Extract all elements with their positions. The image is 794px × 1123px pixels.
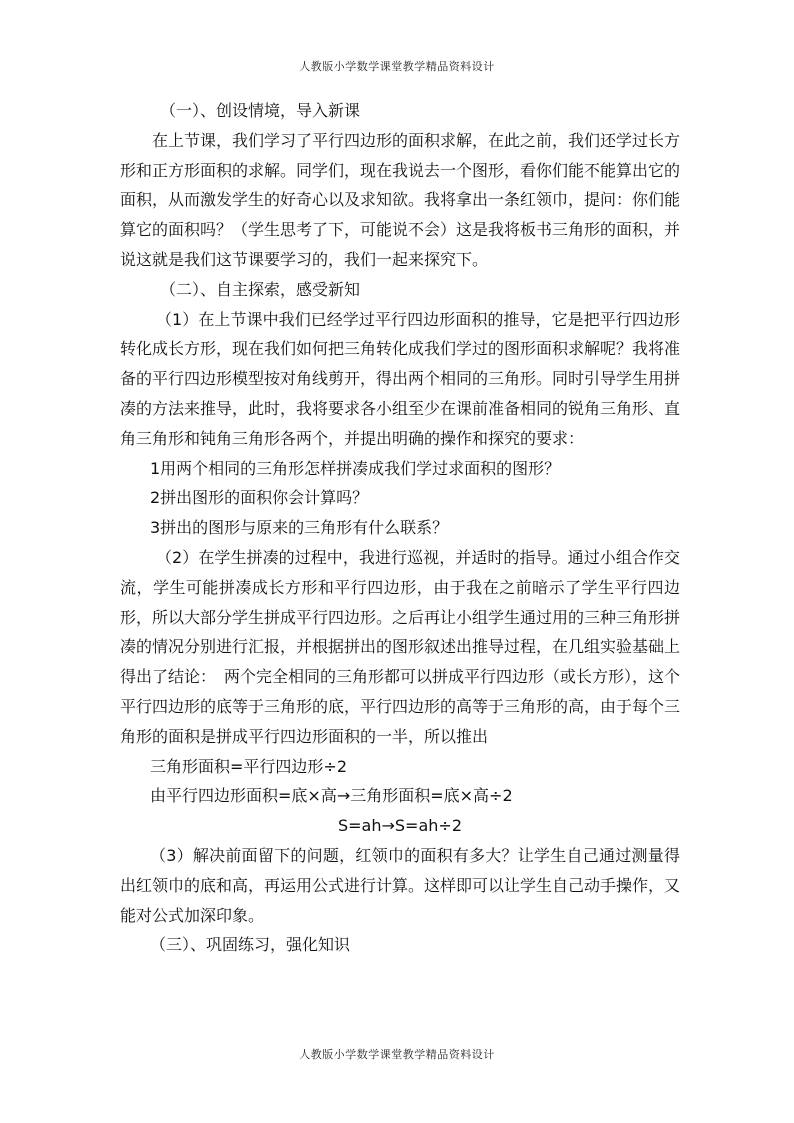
paragraph-intro: 在上节课，我们学习了平行四边形的面积求解，在此之前，我们还学过长方形和正方形面积的求解。同学们，现在我说去一个图形，看你们能不能算出它的面积，从而激发学生的好奇心以及求知欲。我将拿出一条红领巾，提问：你们能算它的面积吗？（学生思考了下，可能说不会）这是我将板书三角形的面积，并说这就是我们这节课要学习的，我们一起来探究下。 xyxy=(120,130,681,269)
formula-2: 由平行四边形面积=底×高→三角形面积=底×高÷2 xyxy=(150,786,513,806)
page-header: 人教版小学数学课堂教学精品资料设计 xyxy=(299,60,495,73)
document-body xyxy=(120,96,680,960)
paragraph-step-1: （1）在上节课中我们已经学过平行四边形面积的推导，它是把平行四边形转化成长方形，现在我们如何把三角转化成我们学过的图形面积求解呢？我将准备的平行四边形模型按对角线剪开，得出两个相同的三角形。同时引导学生用拼凑的方法来推导，此时，我将要求各小组至少在课前准备相同的锐角三角形、直角三角形和钝角三角形各两个，并提出明确的操作和探究的要求： xyxy=(120,309,681,448)
formula-1: 三角形面积=平行四边形÷2 xyxy=(150,756,347,776)
question-1: 1用两个相同的三角形怎样拼凑成我们学过求面积的图形？ xyxy=(150,458,561,478)
paragraph-step-3: （3）解决前面留下的问题，红领巾的面积有多大？让学生自己通过测量得出红领巾的底和高，再运用公式进行计算。这样即可以让学生自己动手操作，又能对公式加深印象。 xyxy=(120,845,681,925)
section-title-1: （一）、创设情境，导入新课 xyxy=(160,101,361,120)
formula-3: S=ah→S=ah÷2 xyxy=(337,816,462,836)
question-2: 2拼出图形的面积你会计算吗？ xyxy=(150,488,369,508)
section-title-3: （三）、巩固练习，强化知识 xyxy=(150,935,351,955)
section-title-2: （二）、自主探索，感受新知 xyxy=(160,279,361,299)
question-3: 3拼出的图形与原来的三角形有什么联系？ xyxy=(150,518,449,538)
paragraph-step-2: （2）在学生拼凑的过程中，我进行巡视，并适时的指导。通过小组合作交流，学生可能拼凑成长方形和平行四边形，由于我在之前暗示了学生平行四边形，所以大部分学生拼成平行四边形。之后再让小组学生通过用的三种三角形拼凑的情况分别进行汇报，并根据拼出的图形叙述出推导过程，在几组实验基础上得出了结论： 两个完全相同的三角形都可以拼成平行四边形（或长方形），这个平行四边形的底等于三角形的底，平行四边形的高等于三角形的高，由于每个三角形的面积是拼成平行四边形面积的一半，所以推出 xyxy=(120,547,681,746)
page-footer: 人教版小学数学课堂教学精品资料设计 xyxy=(299,1048,495,1061)
